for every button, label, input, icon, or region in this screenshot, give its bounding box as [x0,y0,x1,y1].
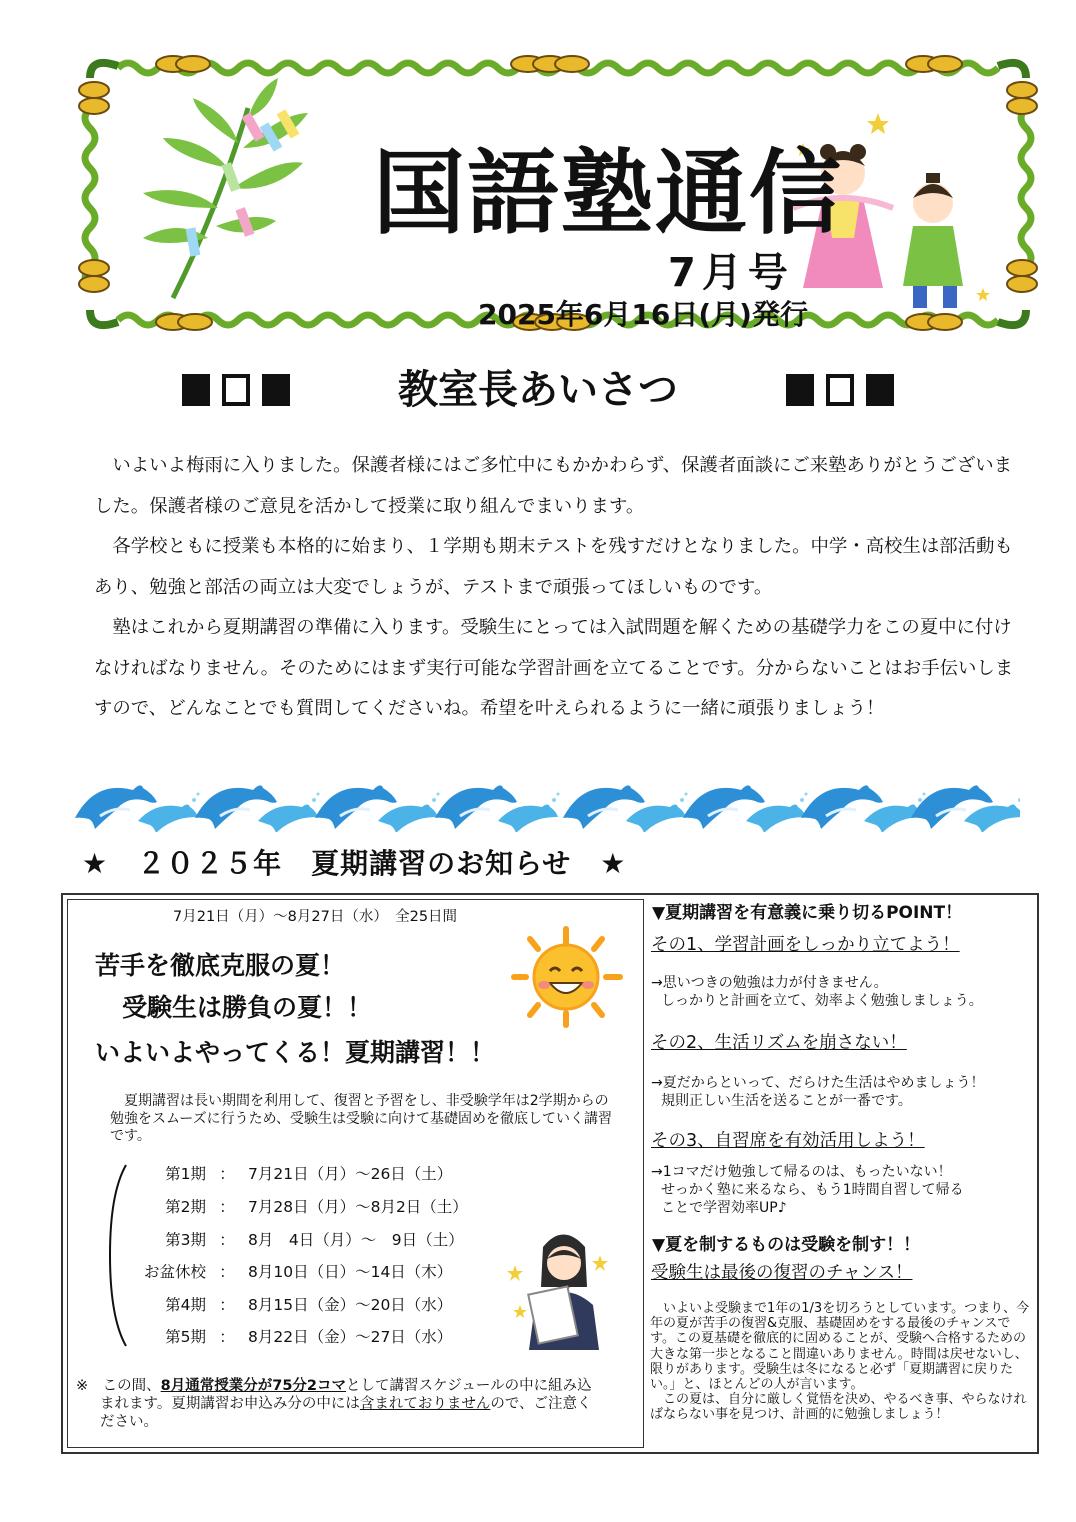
exam-subheading: 受験生は最後の復習のチャンス！ [651,1263,913,1283]
greeting-paragraph: 塾はこれから夏期講習の準備に入ります。受験生にとっては入試問題を解くための基礎学力をこの夏中に付けなければなりません。そのためにはまず実行可能な学習計画を立てることです。分からないことはお手伝いしますので、どんなことでも質問してくださいね。希望を叶えられるように一緒に頑張りましょう！ [94,617,1014,719]
schedule-row: 第2期 ： 7月28日（月）～8月2日（土） [165,1198,468,1216]
point-title: その3、自習席を有効活用しよう！ [651,1131,925,1151]
slogan-line: 苦手を徹底克服の夏！ [95,951,346,980]
point-title: その1、学習計画をしっかり立てよう！ [651,935,960,955]
white-square-icon [222,374,250,406]
smiling-sun-icon [508,925,628,1030]
newsletter-title: 国語塾通信 [373,140,844,247]
white-square-icon [826,374,854,406]
header-banner [78,48,1038,338]
point-text: →夏だからといって、だらけた生活はやめましょう！ 規則正しい生活を送ることが一番です。 [651,1075,985,1109]
issue-date: 2025年6月16日(月)発行 [478,298,808,331]
schedule-bracket [108,1163,130,1348]
greeting-paragraph: いよいよ梅雨に入りました。保護者様にはご多忙中にもかかわらず、保護者面談にご来塾ありがとうございました。保護者様のご意見を活かして授業に取り組んでまいります。 [94,455,1013,517]
schedule-row: 第4期 ： 8月15日（金）～20日（水） [165,1296,453,1314]
summer-course-heading: ★ ２０２５年 夏期講習のお知らせ ★ [82,847,627,880]
point-text: →1コマだけ勉強して帰るのは、もったいない！ せっかく塾に来るなら、もう1時間自習して帰る ことで学習効率UP♪ [651,1164,964,1216]
bamboo-icon [143,78,308,298]
greeting-paragraph: 各学校ともに授業も本格的に始まり、１学期も期末テストを残すだけとなりました。中学・高校生は部活動もあり、勉強と部活の両立は大変でしょうが、テストまで頑張ってほしいものです。 [94,536,1013,598]
points-heading: ▼夏期講習を有意義に乗り切るPOINT！ [652,903,963,923]
greeting-heading-row [0,367,1076,413]
schedule-row: 第5期 ： 8月22日（金）～27日（水） [165,1328,453,1346]
course-period: 7月21日（月）～8月27日（水） 全25日間 [173,909,458,925]
schedule-row: お盆休校 ： 8月10日（日）～14日（木） [143,1263,453,1281]
point-title: その2、生活リズムを崩さない！ [651,1033,907,1053]
exam-heading: ▼夏を制するものは受験を制す！！ [652,1235,921,1255]
black-square-icon [786,374,814,406]
student-reading-icon [505,1225,615,1350]
schedule-row: 第3期 ： 8月 4日（月）～ 9日（土） [165,1231,464,1249]
greeting-body [94,446,1014,730]
dolphin-divider [70,776,1020,832]
slogan-line: いよいよやってくる！夏期講習！！ [95,1038,496,1067]
black-square-icon [262,374,290,406]
issue-number: 7月号 [668,250,794,296]
schedule-note: ※ この間、8月通常授業分が75分2コマとして講習スケジュールの中に組み込まれます。夏期講習お申込み分の中には含まれておりませんので、ご注意ください。 [76,1378,592,1430]
course-description: 夏期講習は長い期間を利用して、復習と予習をし、非受験学年は2学期からの勉強をスムーズに行うため、受験生は受験に向けて基礎固めを徹底していく講習です。 [110,1093,613,1144]
exam-body: いよいよ受験まで1年の1/3を切ろうとしています。つまり、今年の夏が苦手の復習&克服、基礎固めをする最後のチャンスです。この夏基礎を徹底的に固めることが、受験へ合格するための大きな第一歩となること間違いありません。時間は戻せないし、限りがあります。受験生は冬になると必ず「夏期講習に戻りたい。」と、ほとんどの人が言います。 この夏は、自分に厳しく覚悟を決め、やるべき事、やらなければならない事を見つけ、計画的に勉強しましょう！ [650,1301,1030,1423]
schedule-row: 第1期 ： 7月21日（月）～26日（土） [165,1165,453,1183]
point-text: →思いつきの勉強は力が付きません。 しっかりと計画を立て、効率よく勉強しましょう。 [651,975,983,1009]
black-square-icon [182,374,210,406]
slogan-line: 受験生は勝負の夏！！ [122,993,373,1022]
black-square-icon [866,374,894,406]
greeting-heading: 教室長あいさつ [398,367,678,413]
